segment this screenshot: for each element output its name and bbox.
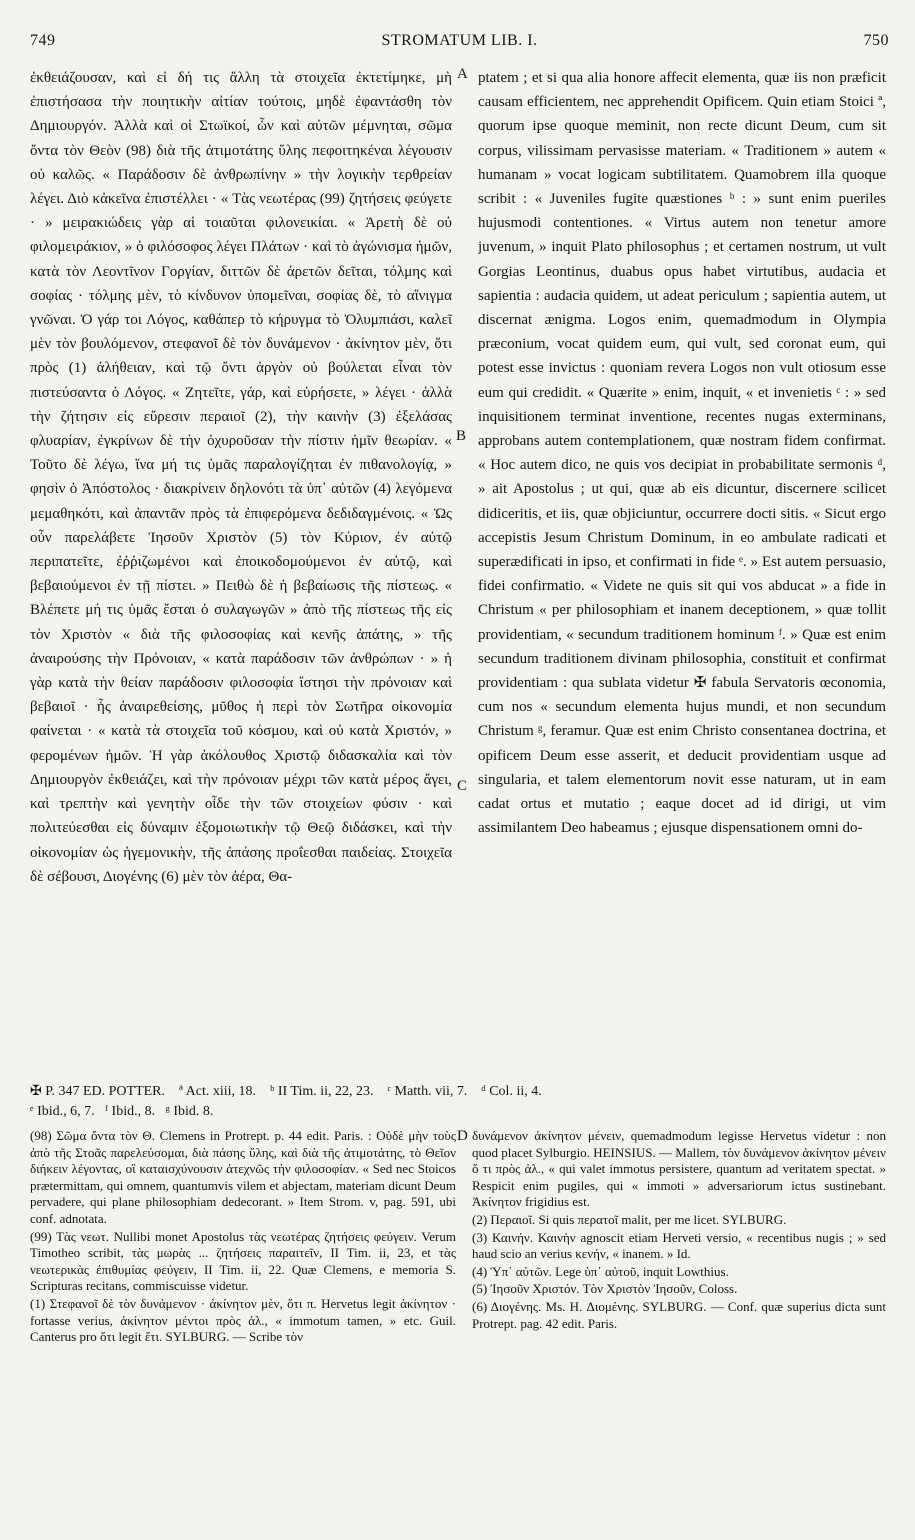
page-number-left: 749 xyxy=(30,32,56,49)
latin-column xyxy=(478,66,886,1074)
margin-marker-d: D xyxy=(457,1128,468,1144)
footnote-ref: ✠ P. 347 ED. POTTER. xyxy=(30,1084,166,1099)
note: (3) Καινήν. Καινὴν agnoscit etiam Herveti versio, « recentibus nugis ; » sed haud scio an verius κενήν, « inanem. » Id. xyxy=(472,1229,886,1262)
footnote-ref: ᵇ II Tim. ii, 22, 23. xyxy=(270,1084,374,1099)
note: (1) Στεφανοῖ δὲ τὸν δυνάμενον · ἀκίνητον μὲν, ὅτι π. Hervetus legit ἀκίνητον · fortasse verius, ἀκίνητον μέντοι πρὸς ἀλ., « immotum tamen, » etc. Guil. Canterus pro ὅτι legit ἔτι. SYLBURG. — Scribe τὸν xyxy=(30,1295,456,1345)
note: δυνάμενον ἀκίνητον μένειν, quemadmodum legisse Hervetus videtur : non quod placet Sylburgio. HEINSIUS. — Mallem, τὸν δυνάμενον ἀκίνητον μένειν ὅ τι πρὸς ἀλ., « qui valet immotus persistere, quantum ad veritatem spectat. » Respicit enim pugiles, qui « immoti » adversariorum ictus sustinebant. Ἀκίνητον frigidius est. xyxy=(472,1128,886,1210)
footnote-ref: ᵈ Col. ii, 4. xyxy=(481,1084,542,1099)
footnote-ref: ᶜ Matth. vii, 7. xyxy=(387,1084,468,1099)
note: (99) Τὰς νεωτ. Nullibi monet Apostolus τὰς νεωτέρας ζητήσεις φεύγειν. Verum Timotheo scribit, τὰς μωρὰς ... ζητήσεις παραιτεῖν, II Tim. ii, 23, et τὰς νεωτερικὰς ἐπιθυμίας φεύγειν, II Tim. ii, 22. Quæ Clemens, e memoria S. Scripturas recitans, commiscuisse videtur. xyxy=(30,1228,456,1294)
margin-marker-b: B xyxy=(456,428,467,444)
footnote-ref: ᶠ Ibid., 8. xyxy=(105,1104,156,1119)
page-title: STROMATUM LIB. I. xyxy=(381,32,538,49)
footnote-ref: ᵉ Ibid., 6, 7. xyxy=(30,1104,95,1119)
note: (98) Σῶμα ὄντα τὸν Θ. Clemens in Protrept. p. 44 edit. Paris. : Οὐδὲ μὴν τοὺς ἀπὸ τῆς Στοᾶς παρελεύσομαι, διὰ πάσης ὕλης, καὶ διὰ τῆς ἀτιμοτάτης, τὸ Θεῖον διήκειν λέγοντας, οἳ καταισχύνουσιν ἀτεχνῶς τὴν φιλοσοφίαν. « Sed nec Stoicos prætermittam, qui omnem, quantumvis vilem et abjectam, materiam dicunt Deum pervadere, qui plane philosophiam dedecorant. » Item Strom. v, pag. 591, ubi conf. adnotata. xyxy=(30,1128,456,1226)
note: (4) Ὑπ᾽ αὐτῶν. Lege ὑπ᾽ αὐτοῦ, inquit Lowthius. xyxy=(472,1263,729,1279)
greek-column xyxy=(30,66,452,1074)
footnote-ref: ª Act. xiii, 18. xyxy=(179,1084,257,1099)
greek-text: ἐκθειάζουσαν, καὶ εἰ δή τις ἄλλη τὰ στοιχεῖα ἐκτετίμηκε, μὴ ἐπιστήσασα τὴν ποιητικὴν αἰτίαν τούτοις, μηδὲ ἐφαντάσθη τὸν Δημιουργόν. Ἀλλὰ καὶ οἱ Στωϊκοί, ὧν καὶ αὐτῶν μέμνηται, σῶμα ὄντα τὸν Θεὸν (98) διὰ τῆς ἀτιμοτάτης ὕλης πεφοιτηκέναι λέγουσιν οὐ καλῶς. « Παράδοσιν δὲ ἀνθρωπίνην » τὴν λογικὴν τερθρείαν λέγει. Διὸ κἀκεῖνα ἐπιστέλλει · « Τὰς νεωτέρας (99) ζητήσεις φεύγετε · » μειρακιώδεις γὰρ αἱ τοιαῦται φιλονεικίαι. « Ἀρετὴ δὲ οὐ φιλομειράκιον, » ὁ φιλόσοφος λέγει Πλάτων · καὶ τὸ ἀγώνισμα ἡμῶν, κατὰ τὸν Λεοντῖνον Γοργίαν, διττῶν δὲ ἀρετῶν δεῖται, τόλμης καὶ σοφίας · τόλμης μὲν, τὸ κίνδυνον ὑπομεῖναι, σοφίας δὲ, τὸ αἴνιγμα γνῶναι. Ὁ γάρ τοι Λόγος, καθάπερ τὸ κήρυγμα τὸ Ὀλυμπιάσι, καλεῖ μὲν τὸν βουλόμενον, στεφανοῖ δὲ τὸν δυνάμενον · ἀκίνητον μὲν, ὅτι πρὸς (1) ἀλήθειαν, καὶ τῷ ὄντι ἀργὸν οὐ βούλεται εἶναι τὸν πιστεύσαντα ὁ Λόγος. « Ζητεῖτε, γάρ, καὶ εὑρήσετε, » λέγει · ἀλλὰ τὴν ζήτησιν εἰς εὕρεσιν περαιοῖ (2), τὴν καινὴν (3) ἐξελάσας φλυαρίαν, ἐγκρίνων δὲ τὴν ὀχυροῦσαν τὴν πίστιν ἡμῖν θεωρίαν. « Τοῦτο δὲ λέγω, ἵνα μή τις ὑμᾶς παραλογίζηται ἐν πιθανολογίᾳ, » φησὶν ὁ Ἀπόστολος · διακρίνειν δηλονότι τὰ ὑπ᾽ αὐτῶν (4) λεγόμενα μεμαθηκότι, καὶ ἀπαντᾶν πρὸς τὰ ἐπιφερόμενα δεδιδαγμένοις. « Ὡς οὖν παρελάβετε Ἰησοῦν Χριστὸν (5) τὸν Κύριον, ἐν αὐτῷ περιπατεῖτε, ἐῤῥιζωμένοι καὶ ἐποικοδομούμενοι ἐν αὐτῷ, καὶ βεβαιούμενοι ἐν τῇ πίστει. » Πειθὼ δὲ ἡ βεβαίωσις τῆς πίστεως. « Βλέπετε μή τις ὑμᾶς ἔσται ὁ συλαγωγῶν » ἀπὸ τῆς πίστεως τῆς εἰς τὸν Χριστὸν « διὰ τῆς φιλοσοφίας καὶ κενῆς ἀπάτης, » τῆς ἀναιρούσης τὴν Πρόνοιαν, « κατὰ παράδοσιν τῶν ἀνθρώπων · » ἡ γὰρ κατὰ τὴν θείαν παράδοσιν φιλοσοφία ἵστησι τὴν πρόνοιαν καὶ βεβαιοῖ · ἧς ἀναιρεθείσης, μῦθος ἡ περὶ τὸν Σωτῆρα οἰκονομία φαίνεται · « κατὰ τὰ στοιχεῖα τοῦ κόσμου, καὶ οὐ κατὰ Χριστόν, » φερομένων ἡμῶν. Ἡ γὰρ ἀκόλουθος Χριστῷ διδασκαλία καὶ τὸν Δημιουργὸν ἐκθειάζει, καὶ τὴν πρόνοιαν μέχρι τῶν κατὰ μέρος ἄγει, καὶ τρεπτὴν καὶ γενητὴν οἶδε τὴν τῶν στοιχείων φύσιν · καὶ πολιτεύεσθαι εἰς δύναμιν ἐξομοιωτικὴν τῷ Θεῷ διδάσκει, καὶ τὴν οἰκονομίαν ὡς ἡγεμονικὴν, τῆς ἁπάσης προΐεσθαι παιδείας. Στοιχεῖα δὲ σέβουσι, Διογένης (6) μὲν τὸν ἀέρα, Θα- xyxy=(30,70,452,885)
footnote-references xyxy=(30,1082,887,1126)
notes-right-column xyxy=(472,1128,886,1528)
page-number-right: 750 xyxy=(863,32,889,49)
note: (5) Ἰησοῦν Χριστόν. Τὸν Χριστὸν Ἰησοῦν, Coloss. xyxy=(472,1281,738,1297)
note: (6) Διογένης. Ms. H. Διομένης. SYLBURG. — Conf. quæ superius dicta sunt Protrept. pag. 42 edit. Paris. xyxy=(472,1298,886,1331)
margin-marker-a: A xyxy=(457,66,468,82)
margin-marker-c: C xyxy=(457,778,468,794)
notes-left-column xyxy=(30,1128,456,1528)
latin-text: ptatem ; et si qua alia honore affecit elementa, quæ iis non præficit causam efficientem, nec apprehendit Opificem. Quin etiam Stoici ª, quorum ipse quoque meminit, non recte dicunt Deum, cum sit corpus, vilissimam pervasisse materiam. « Traditionem » autem « humanam » vocat logicam subtilitatem. Quamobrem illa quoque scribit : « Juveniles fugite quæstiones ᵇ : » sunt enim pueriles hujusmodi contentiones. « Virtus autem non tenetur amore juvenum, » inquit Plato philosophus ; et certamen nostrum, ut vult Gorgias Leontinus, duabus opus habet virtutibus, audacia et sapientia : audacia quidem, ut adeat periculum ; sapientia autem, ut discernat ænigma. Logos enim, quemadmodum in Olympia præconium, vocat quidem eum, qui vult, sed coronat eum, qui potest esse invictus : quoniam revera Logos non vult otiosum esse eum qui credidit. « Quærite » enim, inquit, « et invenietis ᶜ : » sed inquisitionem terminat inventione, recentes nugas exterminans, approbans autem contemplationem, quæ nostram fidem confirmat. « Hoc autem dico, ne quis vos decipiat in probabilitate sermonis ᵈ, » ait Apostolus ; ut qui, quæ ab eis dicuntur, discernere scilicet didiceritis, et iis, quæ objiciuntur, occurrere docti sitis. « Sicut ergo accepistis Jesum Christum Dominum, in eo ambulate radicati et superædificati in ipso, et confirmati in fide ᵉ. » Est autem persuasio, fidei confirmatio. « Videte ne quis sit qui vos abducat » a fide in Christum « per philosophiam et inanem deceptionem, » quæ tollit providentiam, « secundum traditionem hominum ᶠ. » Quæ est enim secundum traditionem divinam philosophia, constituit et confirmat providentiam : qua sublata videtur ✠ fabula Servatoris œconomia, cum nos « secundum elementa hujus mundi, et non secundum Christum ᵍ, feramur. Quæ est enim Christo consentanea doctrina, et opificem Deum esse asserit, et deducit providentiam usque ad singularia, et talem elementorum novit esse naturam, ut in eam cadat ortus et mutatio ; eaque docet ad id dirigi, ut vim assimilantem Deo habeamus ; ejusque dispensationem omni do- xyxy=(478,70,886,837)
running-header xyxy=(30,32,889,56)
note: (2) Περαιοῖ. Si quis περατοῖ malit, per me licet. SYLBURG. xyxy=(472,1211,787,1227)
footnote-ref: ᵍ Ibid. 8. xyxy=(165,1104,214,1119)
